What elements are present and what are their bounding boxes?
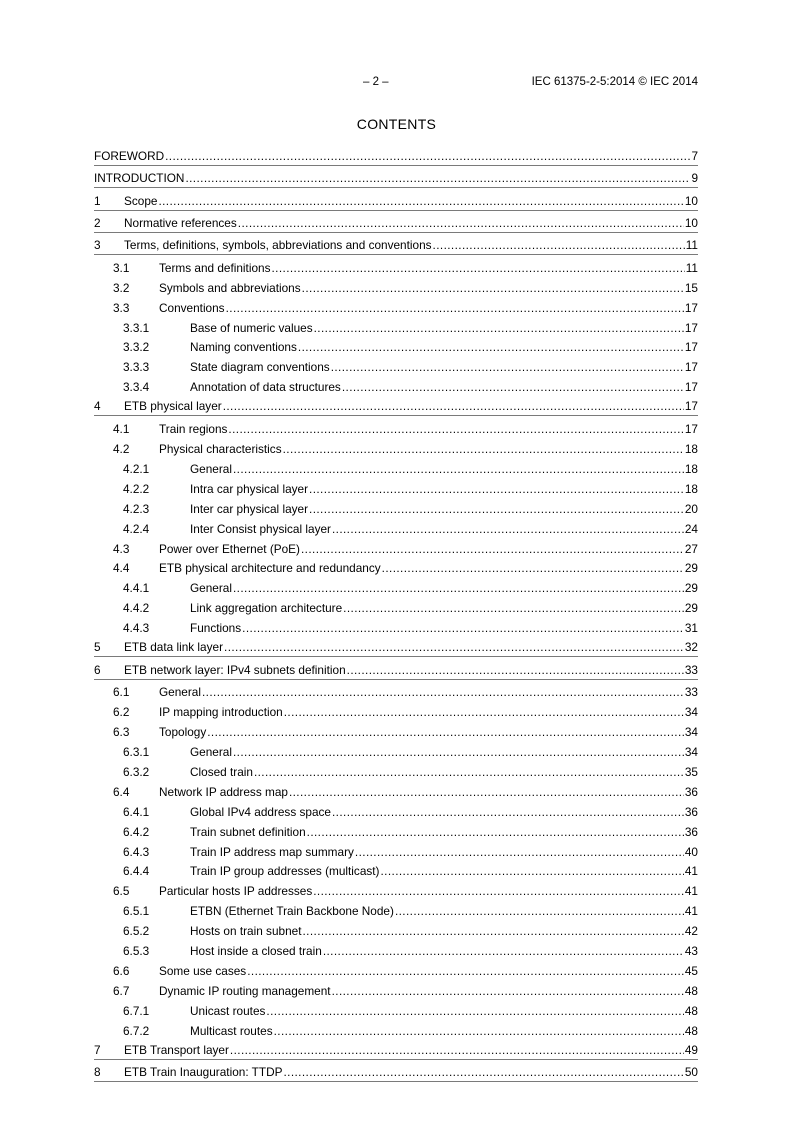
toc-entry-number: 3.2 [113, 280, 130, 295]
toc-dot-leader [301, 543, 684, 556]
toc-entry[interactable] [94, 699, 698, 719]
toc-entry[interactable] [94, 575, 698, 595]
toc-dot-leader [224, 641, 684, 654]
toc-dot-leader [302, 925, 683, 938]
toc-dot-leader [302, 282, 684, 295]
toc-entry-title: Inter Consist physical layer [190, 521, 331, 536]
toc-entry-number: 4.4.2 [123, 601, 150, 616]
toc-entry-page: 10 [684, 215, 698, 230]
toc-entry[interactable] [94, 188, 698, 210]
toc-entry-page: 24 [684, 521, 698, 536]
toc-entry-title: State diagram conventions [190, 360, 330, 375]
toc-entry-title: Unicast routes [190, 1003, 266, 1018]
toc-entry-title: ETB physical layer [124, 399, 222, 414]
toc-entry-title: ETB Train Inauguration: TTDP [124, 1064, 283, 1079]
toc-entry[interactable] [94, 416, 698, 436]
toc-dot-leader [228, 423, 683, 436]
toc-entry-page: 11 [685, 260, 698, 275]
toc-entry-page: 32 [684, 640, 698, 655]
toc-entry-number: 3.1 [113, 260, 130, 275]
toc-dot-leader [395, 905, 684, 918]
toc-entry-page: 7 [691, 149, 698, 164]
toc-dot-leader [266, 1005, 683, 1018]
toc-entry-page: 48 [684, 1023, 698, 1038]
toc-entry[interactable] [94, 476, 698, 496]
toc-dot-leader [158, 195, 683, 208]
toc-entry-title: Naming conventions [190, 340, 297, 355]
toc-entry[interactable] [94, 918, 698, 938]
toc-entry-title: General [190, 581, 232, 596]
toc-entry-page: 27 [684, 541, 698, 556]
toc-entry-number: 6.7.1 [123, 1003, 150, 1018]
toc-dot-leader [289, 786, 684, 799]
toc-entry-number: 7 [94, 1042, 101, 1057]
toc-entry-title: Host inside a closed train [190, 944, 322, 958]
toc-entry-page: 17 [684, 320, 698, 335]
toc-entry-number: 4.2.2 [123, 481, 150, 496]
toc-entry-title: ETB physical architecture and redundancy [159, 561, 381, 576]
toc-entry-title: Symbols and abbreviations [159, 280, 301, 295]
toc-entry-page: 48 [684, 1003, 698, 1018]
toc-entry-number: 6.4.3 [123, 844, 150, 859]
toc-entry[interactable] [94, 958, 698, 978]
toc-entry-title: Train subnet definition [190, 824, 306, 839]
toc-entry-page: 18 [684, 442, 698, 457]
toc-entry-page: 35 [684, 764, 698, 779]
toc-entry-number: 4.4 [113, 561, 130, 576]
contents-title: CONTENTS [356, 116, 437, 132]
toc-dot-leader [233, 746, 684, 759]
toc-entry-title: Particular hosts IP addresses [159, 884, 313, 899]
toc-dot-leader [242, 622, 684, 635]
toc-entry-number: 6.7 [113, 983, 130, 998]
toc-dot-leader [274, 1025, 684, 1038]
toc-entry-title: General [159, 685, 201, 700]
toc-entry[interactable] [94, 819, 698, 839]
toc-entry-page: 43 [684, 944, 698, 958]
toc-entry-page: 15 [684, 280, 698, 295]
toc-entry[interactable] [94, 779, 698, 799]
toc-entry-page: 34 [684, 725, 698, 740]
toc-entry-title: Train IP address map summary [190, 844, 354, 859]
toc-entry[interactable] [94, 315, 698, 335]
toc-entry[interactable] [94, 799, 698, 819]
toc-dot-leader [314, 322, 684, 335]
toc-dot-leader [307, 826, 684, 839]
toc-entry-title: Power over Ethernet (PoE) [159, 541, 300, 556]
toc-entry-title: INTRODUCTION [94, 171, 185, 186]
toc-entry-title: Terms, definitions, symbols, abbreviations and conventions [124, 237, 432, 252]
toc-entry-number: 6.1 [113, 685, 130, 700]
toc-entry-title: ETBN (Ethernet Train Backbone Node) [190, 904, 394, 919]
toc-entry-number: 6.5.3 [123, 944, 150, 958]
toc-entry-page: 18 [684, 481, 698, 496]
toc-entry-title: Train regions [159, 422, 228, 437]
toc-entry-page: 20 [684, 501, 698, 516]
toc-entry[interactable] [94, 839, 698, 859]
header-page-number: – 2 – [363, 76, 389, 88]
toc-entry[interactable] [94, 436, 698, 456]
toc-entry[interactable] [94, 335, 698, 355]
toc-entry-page: 18 [684, 462, 698, 477]
toc-entry-number: 4.2.4 [123, 521, 150, 536]
toc-entry-title: Normative references [124, 215, 237, 230]
toc-dot-leader [233, 582, 684, 595]
toc-dot-leader [332, 523, 684, 536]
toc-entry-number: 6.7.2 [123, 1023, 150, 1038]
toc-dot-leader [226, 302, 684, 315]
toc-entry[interactable] [94, 233, 698, 255]
toc-dot-leader [380, 865, 683, 878]
toc-entry[interactable] [94, 978, 698, 998]
toc-entry[interactable] [94, 496, 698, 516]
toc-entry-number: 6.3.1 [123, 745, 150, 760]
toc-entry[interactable] [94, 556, 698, 576]
toc-entry-number: 6.4.2 [123, 824, 150, 839]
toc-entry-number: 6.5.1 [123, 904, 150, 919]
toc-dot-leader [207, 726, 684, 739]
toc-entry[interactable] [94, 615, 698, 635]
toc-entry[interactable] [94, 1038, 698, 1060]
toc-entry-title: FOREWORD [94, 149, 165, 164]
toc-entry-page: 17 [684, 380, 698, 395]
toc-entry-page: 41 [684, 884, 698, 899]
toc-entry-number: 6.5.2 [123, 924, 150, 939]
toc-entry-title: Global IPv4 address space [190, 804, 331, 819]
toc-entry-page: 11 [685, 237, 698, 252]
toc-entry[interactable] [94, 938, 698, 958]
toc-entry-page: 29 [684, 561, 698, 576]
toc-entry-number: 4.4.1 [123, 581, 150, 596]
toc-dot-leader [271, 262, 684, 275]
toc-entry-number: 6.2 [113, 705, 130, 720]
toc-entry-title: ETB Transport layer [124, 1042, 229, 1057]
toc-dot-leader [342, 381, 684, 394]
toc-dot-leader [343, 602, 684, 615]
toc-entry-page: 42 [684, 924, 698, 939]
toc-dot-leader [332, 985, 684, 998]
toc-dot-leader [284, 706, 684, 719]
toc-entry[interactable] [94, 739, 698, 759]
toc-dot-leader [323, 945, 684, 958]
toc-entry-title: Hosts on train subnet [190, 924, 302, 939]
toc-dot-leader [355, 846, 684, 859]
toc-entry-title: Scope [124, 193, 158, 208]
toc-entry[interactable] [94, 635, 698, 657]
toc-entry-title: Base of numeric values [190, 320, 313, 335]
toc-dot-leader [233, 463, 684, 476]
toc-entry[interactable] [94, 456, 698, 476]
toc-entry-page: 33 [684, 662, 698, 677]
toc-entry[interactable] [94, 166, 698, 188]
toc-dot-leader [332, 806, 684, 819]
toc-entry-title: Closed train [190, 764, 253, 779]
toc-entry[interactable] [94, 759, 698, 779]
toc-entry-title: Physical characteristics [159, 442, 282, 457]
toc-entry-page: 17 [684, 422, 698, 437]
toc-entry[interactable] [94, 998, 698, 1018]
toc-entry-number: 3.3.3 [123, 360, 150, 375]
toc-entry-number: 3.3 [113, 300, 130, 315]
toc-dot-leader [309, 503, 684, 516]
toc-entry-page: 41 [684, 864, 698, 879]
toc-entry-page: 31 [684, 621, 698, 636]
toc-dot-leader [247, 965, 684, 978]
toc-entry-number: 2 [94, 215, 101, 230]
toc-dot-leader [433, 239, 685, 252]
toc-entry-number: 3 [94, 237, 101, 252]
toc-entry-title: Topology [159, 725, 207, 740]
toc-entry-number: 6.4 [113, 784, 130, 799]
toc-entry[interactable] [94, 859, 698, 879]
toc-entry-title: Annotation of data structures [190, 380, 341, 395]
toc-entry-page: 36 [684, 784, 698, 799]
toc-entry-page: 17 [684, 300, 698, 315]
toc-entry-title: Intra car physical layer [190, 481, 309, 496]
toc-entry[interactable] [94, 255, 698, 275]
toc-dot-leader [347, 664, 684, 677]
toc-entry-page: 10 [684, 193, 698, 208]
toc-entry-page: 50 [684, 1064, 698, 1079]
toc-dot-leader [165, 150, 690, 163]
toc-dot-leader [283, 443, 684, 456]
toc-entry-title: Train IP group addresses (multicast) [190, 864, 380, 879]
toc-entry[interactable] [94, 680, 698, 700]
toc-entry[interactable] [94, 536, 698, 556]
toc-entry-title: Dynamic IP routing management [159, 983, 331, 998]
toc-entry-page: 41 [684, 904, 698, 919]
toc-entry-number: 6.3 [113, 725, 130, 740]
toc-dot-leader [298, 341, 684, 354]
toc-entry-number: 4.3 [113, 541, 130, 556]
toc-entry-number: 6.6 [113, 963, 130, 978]
toc-entry-page: 36 [684, 824, 698, 839]
toc-entry-title: Conventions [159, 300, 225, 315]
toc-entry-title: Link aggregation architecture [190, 601, 343, 616]
toc-entry-page: 29 [684, 581, 698, 596]
toc-entry-number: 4.1 [113, 422, 130, 437]
toc-entry-page: 17 [684, 399, 698, 414]
toc-entry-number: 4 [94, 399, 101, 414]
toc-entry[interactable] [94, 878, 698, 898]
toc-entry-title: General [190, 462, 232, 477]
toc-dot-leader [230, 1044, 684, 1057]
toc-entry[interactable] [94, 295, 698, 315]
toc-entry-page: 17 [684, 340, 698, 355]
toc-entry-page: 33 [684, 685, 698, 700]
toc-entry-number: 3.3.4 [123, 380, 150, 395]
toc-dot-leader [283, 1066, 683, 1079]
toc-entry-title: Functions [190, 621, 242, 636]
toc-entry-title: Some use cases [159, 963, 247, 978]
toc-dot-leader [331, 361, 684, 374]
toc-dot-leader [254, 766, 684, 779]
toc-entry-title: Terms and definitions [159, 260, 271, 275]
toc-entry-number: 6.5 [113, 884, 130, 899]
toc-entry-number: 4.2.1 [123, 462, 150, 477]
toc-entry-number: 1 [94, 193, 101, 208]
toc-dot-leader [202, 686, 684, 699]
toc-entry-number: 5 [94, 640, 101, 655]
toc-entry-number: 6.3.2 [123, 764, 150, 779]
toc-entry-title: ETB network layer: IPv4 subnets definition [124, 662, 346, 677]
toc-entry-title: Multicast routes [190, 1023, 273, 1038]
toc-entry[interactable] [94, 657, 698, 679]
toc-entry-title: IP mapping introduction [159, 705, 283, 720]
toc-entry-page: 9 [691, 171, 698, 186]
toc-entry[interactable] [94, 1060, 698, 1082]
toc-entry-number: 4.2.3 [123, 501, 150, 516]
toc-entry[interactable] [94, 275, 698, 295]
toc-entry[interactable] [94, 394, 698, 416]
toc-entry-page: 40 [684, 844, 698, 859]
toc-entry-page: 49 [684, 1042, 698, 1057]
toc-entry-number: 8 [94, 1064, 101, 1079]
page-header [0, 76, 793, 92]
toc-entry-number: 4.4.3 [123, 621, 150, 636]
toc-entry-title: Network IP address map [159, 784, 288, 799]
toc-entry-number: 6.4.1 [123, 804, 150, 819]
toc-entry-page: 45 [684, 963, 698, 978]
toc-entry[interactable] [94, 374, 698, 394]
header-standard-id: IEC 61375-2-5:2014 © IEC 2014 [531, 76, 698, 88]
toc-dot-leader [238, 217, 684, 230]
toc-entry[interactable] [94, 211, 698, 233]
toc-dot-leader [223, 400, 684, 413]
toc-entry-number: 6 [94, 662, 101, 677]
toc-entry-number: 3.3.2 [123, 340, 150, 355]
toc-entry-page: 36 [684, 804, 698, 819]
toc-entry-title: Inter car physical layer [190, 501, 309, 516]
toc-entry-number: 4.2 [113, 442, 130, 457]
toc-entry[interactable] [94, 354, 698, 374]
toc-dot-leader [185, 172, 690, 185]
toc-entry[interactable] [94, 1018, 698, 1038]
toc-entry[interactable] [94, 595, 698, 615]
toc-entry[interactable] [94, 516, 698, 536]
toc-entry-number: 3.3.1 [123, 320, 150, 335]
toc-entry-page: 48 [684, 983, 698, 998]
toc-entry-title: ETB data link layer [124, 640, 224, 655]
toc-entry-title: General [190, 745, 232, 760]
toc-entry[interactable] [94, 144, 698, 166]
toc-entry-page: 34 [684, 705, 698, 720]
toc-dot-leader [382, 562, 684, 575]
toc-entry[interactable] [94, 719, 698, 739]
toc-entry-page: 34 [684, 745, 698, 760]
toc-entry-page: 17 [684, 360, 698, 375]
toc-entry[interactable] [94, 898, 698, 918]
toc-dot-leader [309, 483, 684, 496]
toc-dot-leader [313, 885, 684, 898]
toc-entry-page: 29 [684, 601, 698, 616]
table-of-contents [94, 144, 698, 1082]
toc-entry-number: 6.4.4 [123, 864, 150, 879]
